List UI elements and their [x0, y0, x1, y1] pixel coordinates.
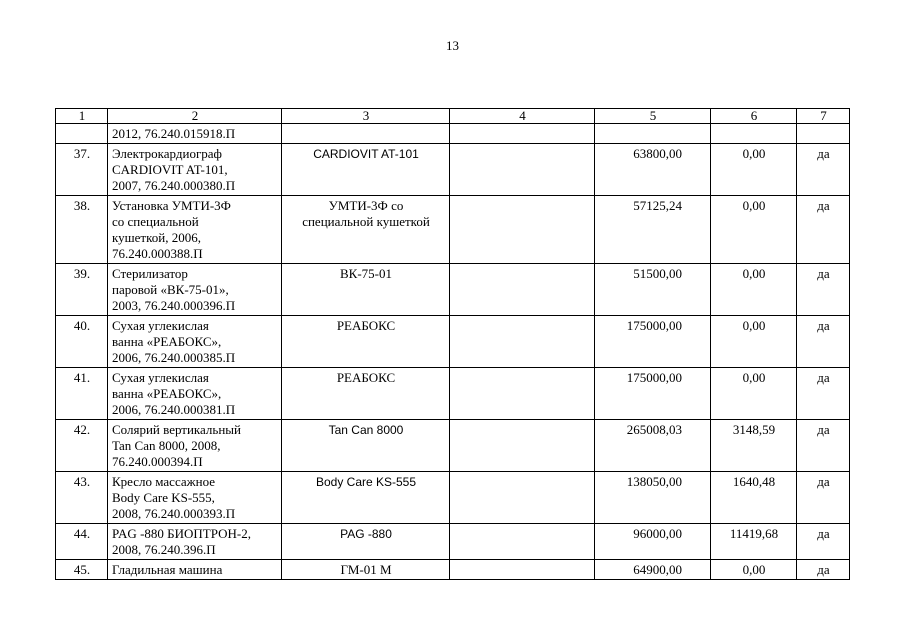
item-cost: [595, 124, 711, 144]
column-4-cell: [450, 472, 595, 524]
column-4-cell: [450, 316, 595, 368]
item-model: ГМ-01 М: [282, 560, 450, 580]
item-name: Установка УМТИ-3Ф со специальной кушеткой, 2006, 76.240.000388.П: [108, 196, 282, 264]
row-number: 41.: [56, 368, 108, 420]
item-residual-value: 1640,48: [711, 472, 797, 524]
table-row: [56, 524, 850, 560]
row-number: 44.: [56, 524, 108, 560]
row-number: 43.: [56, 472, 108, 524]
column-4-cell: [450, 368, 595, 420]
table-row: [56, 196, 850, 264]
item-model: [282, 124, 450, 144]
item-cost: 265008,03: [595, 420, 711, 472]
row-number: 39.: [56, 264, 108, 316]
item-model: УМТИ-3Ф со специальной кушеткой: [282, 196, 450, 264]
row-number: [56, 124, 108, 144]
item-model: CARDIOVIT AT-101: [282, 144, 450, 196]
table-row: [56, 264, 850, 316]
header-cell: 5: [595, 109, 711, 124]
header-cell: 6: [711, 109, 797, 124]
page-number: 13: [446, 38, 459, 53]
item-cost: 63800,00: [595, 144, 711, 196]
column-4-cell: [450, 264, 595, 316]
item-cost: 51500,00: [595, 264, 711, 316]
item-model: РЕАБОКС: [282, 316, 450, 368]
item-name: Сухая углекислая ванна «РЕАБОКС», 2006, 76.240.000381.П: [108, 368, 282, 420]
item-flag: да: [797, 560, 850, 580]
column-4-cell: [450, 560, 595, 580]
row-number: 45.: [56, 560, 108, 580]
item-cost: 138050,00: [595, 472, 711, 524]
item-name: Кресло массажное Body Care KS-555, 2008, 76.240.000393.П: [108, 472, 282, 524]
column-4-cell: [450, 524, 595, 560]
column-4-cell: [450, 144, 595, 196]
header-cell: 4: [450, 109, 595, 124]
item-flag: да: [797, 316, 850, 368]
item-residual-value: 0,00: [711, 368, 797, 420]
column-4-cell: [450, 420, 595, 472]
item-flag: да: [797, 524, 850, 560]
item-flag: да: [797, 144, 850, 196]
item-flag: да: [797, 264, 850, 316]
header-cell: 2: [108, 109, 282, 124]
item-residual-value: 0,00: [711, 144, 797, 196]
row-number: 42.: [56, 420, 108, 472]
table-row: [56, 316, 850, 368]
table-row: [56, 472, 850, 524]
item-name: Сухая углекислая ванна «РЕАБОКС», 2006, 76.240.000385.П: [108, 316, 282, 368]
row-number: 40.: [56, 316, 108, 368]
item-cost: 64900,00: [595, 560, 711, 580]
table-header-row: [56, 109, 850, 124]
table-row: [56, 124, 850, 144]
item-residual-value: 0,00: [711, 264, 797, 316]
table-row: [56, 368, 850, 420]
item-flag: да: [797, 472, 850, 524]
item-name: Солярий вертикальный Tan Can 8000, 2008, 76.240.000394.П: [108, 420, 282, 472]
item-model: Body Care KS-555: [282, 472, 450, 524]
row-number: 37.: [56, 144, 108, 196]
table-body: [56, 109, 850, 580]
header-cell: 1: [56, 109, 108, 124]
column-4-cell: [450, 124, 595, 144]
item-model: ВК-75-01: [282, 264, 450, 316]
table-row: [56, 560, 850, 580]
item-residual-value: [711, 124, 797, 144]
header-cell: 3: [282, 109, 450, 124]
column-4-cell: [450, 196, 595, 264]
item-name: 2012, 76.240.015918.П: [108, 124, 282, 144]
item-name: PAG -880 БИОПТРОН-2, 2008, 76.240.396.П: [108, 524, 282, 560]
item-residual-value: 0,00: [711, 196, 797, 264]
item-name: Стерилизатор паровой «ВК-75-01», 2003, 76.240.000396.П: [108, 264, 282, 316]
item-flag: да: [797, 368, 850, 420]
item-flag: да: [797, 196, 850, 264]
item-model: PAG -880: [282, 524, 450, 560]
table-row: [56, 144, 850, 196]
equipment-table: [55, 108, 850, 580]
item-model: РЕАБОКС: [282, 368, 450, 420]
item-model: Tan Can 8000: [282, 420, 450, 472]
item-cost: 175000,00: [595, 368, 711, 420]
item-residual-value: 11419,68: [711, 524, 797, 560]
item-name: Электрокардиограф CARDIOVIT AT-101, 2007, 76.240.000380.П: [108, 144, 282, 196]
item-residual-value: 0,00: [711, 316, 797, 368]
item-flag: да: [797, 420, 850, 472]
item-residual-value: 0,00: [711, 560, 797, 580]
item-name: Гладильная машина: [108, 560, 282, 580]
item-residual-value: 3148,59: [711, 420, 797, 472]
item-flag: [797, 124, 850, 144]
row-number: 38.: [56, 196, 108, 264]
item-cost: 175000,00: [595, 316, 711, 368]
item-cost: 57125,24: [595, 196, 711, 264]
header-cell: 7: [797, 109, 850, 124]
item-cost: 96000,00: [595, 524, 711, 560]
table-row: [56, 420, 850, 472]
